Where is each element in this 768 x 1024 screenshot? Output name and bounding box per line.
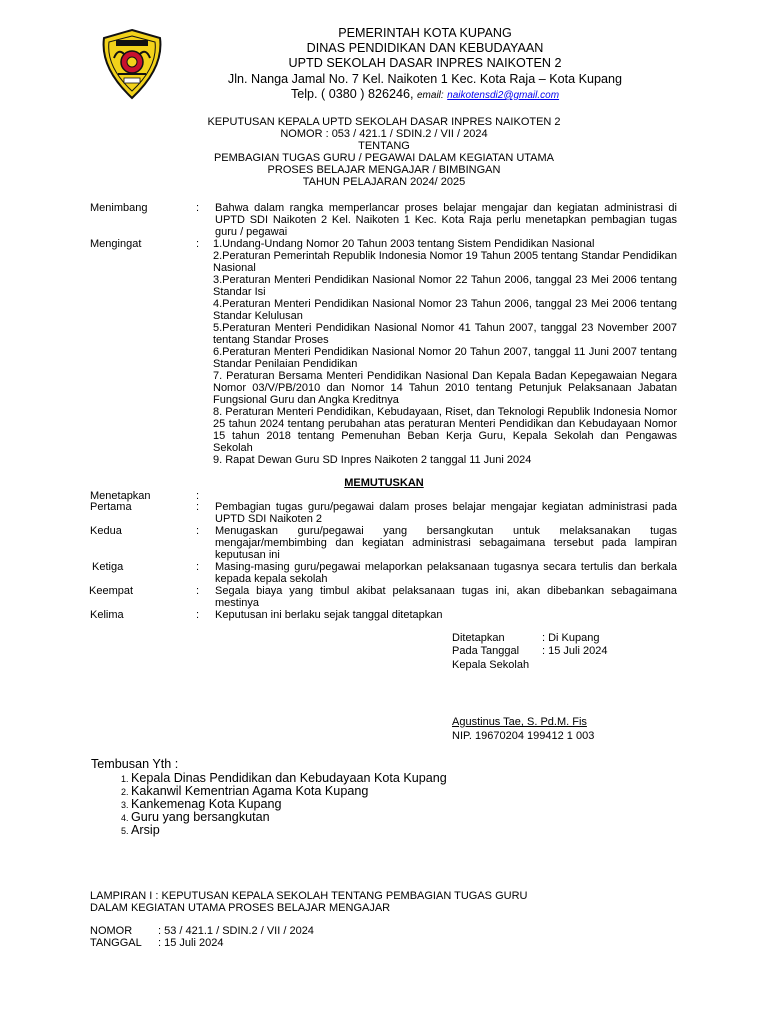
letterhead-address: Jln. Nanga Jamal No. 7 Kel. Naikoten 1 Kec. Kota Raja – Kota Kupang (227, 71, 623, 86)
second-text: Menugaskan guru/pegawai yang bersangkutan untuk melaksanakan tugas mengajar/membimbing dan kegiatan administrasi sebagaimana tersebut pada lampiran keputusan ini (215, 525, 677, 561)
signature-place-value: : Di Kupang (542, 632, 600, 644)
attachment-date-row (90, 937, 223, 949)
second-colon: : (196, 525, 200, 537)
signature-date-row (452, 645, 682, 658)
copies-item: 3. Kankemenag Kota Kupang (131, 798, 511, 811)
third-colon: : (196, 561, 200, 573)
first-colon: : (196, 501, 200, 513)
establish-colon: : (196, 490, 200, 502)
fourth-label: Keempat (89, 585, 134, 597)
attachment-number-row (90, 925, 314, 937)
fifth-colon: : (196, 609, 200, 621)
establish-label: Menetapkan (90, 490, 151, 502)
recalling-item: 6.Peraturan Menteri Pendidikan Nasional Nomor 20 Tahun 2007, tanggal 11 Juni 2007 tentang Standar Penilaian Pendidikan (213, 346, 677, 370)
signature-position: Kepala Sekolah (452, 658, 530, 671)
fifth-text: Keputusan ini berlaku sejak tanggal ditetapkan (215, 609, 443, 621)
third-text: Masing-masing guru/pegawai melaporkan pelaksanaan tugasnya secara tertulis dan berkala kepada kepala sekolah (215, 561, 677, 585)
attachment-date-label: TANGGAL (90, 937, 142, 949)
recalling-label: Mengingat (90, 238, 142, 250)
decree-title-line: KEPUTUSAN KEPALA UPTD SEKOLAH DASAR INPRES NAIKOTEN 2 (207, 116, 561, 128)
recalling-item: 7. Peraturan Bersama Menteri Pendidikan Nasional Dan Kepala Badan Kepegawaian Negara Nomor 03/V/PB/2010 dan Nomor 14 Tahun 2010 tentang Petunjuk Pelaksanaan Jabatan Fungsional Guru dan Angka Kreditnya (213, 370, 677, 406)
second-label: Kedua (90, 525, 122, 537)
recalling-item: 1.Undang-Undang Nomor 20 Tahun 2003 tentang Sistem Pendidikan Nasional (213, 238, 595, 250)
decree-subject-line: PROSES BELAJAR MENGAJAR / BIMBINGAN (267, 164, 501, 176)
considering-text: Bahwa dalam rangka memperlancar proses belajar mengajar dan kegiatan administrasi di UPTD SDI Naikoten 2 Kel. Naikoten 1 Kec. Kota Raja perlu menetapkan pembagian tugas guru / pegawai (215, 202, 677, 238)
copies-item: 2. Kakanwil Kementrian Agama Kota Kupang (131, 785, 511, 798)
first-text: Pembagian tugas guru/pegawai dalam proses belajar mengajar kegiatan administrasi pada UPTD SDI Naikoten 2 (215, 501, 677, 525)
signature-nip: NIP. 19670204 199412 1 003 (452, 730, 595, 742)
letterhead-phone: Telp. ( 0380 ) 826246, (290, 86, 414, 101)
signature-date-label: Pada Tanggal (452, 645, 520, 658)
recalling-item: 3.Peraturan Menteri Pendidikan Nasional Nomor 22 Tahun 2006, tanggal 23 Mei 2006 tentang Standar Isi (213, 274, 677, 298)
fourth-colon: : (196, 585, 200, 597)
city-emblem-icon (96, 28, 168, 100)
attachment-line: LAMPIRAN I : KEPUTUSAN KEPALA SEKOLAH TENTANG PEMBAGIAN TUGAS GURU (90, 890, 528, 902)
letterhead-school: UPTD SEKOLAH DASAR INPRES NAIKOTEN 2 (288, 56, 562, 71)
decree-title-about: TENTANG (358, 140, 410, 152)
attachment-number-value: : 53 / 421.1 / SDIN.2 / VII / 2024 (158, 925, 314, 937)
recalling-item: 4.Peraturan Menteri Pendidikan Nasional Nomor 23 Tahun 2006, tanggal 23 Mei 2006 tentang Standar Kelulusan (213, 298, 677, 322)
signature-date-value: : 15 Juli 2024 (542, 645, 608, 658)
attachment-date-value: : 15 Juli 2024 (158, 937, 224, 949)
recalling-colon: : (196, 238, 200, 250)
decide-heading: MEMUTUSKAN (344, 477, 424, 489)
letterhead-email-label: email: (416, 89, 444, 101)
fourth-text: Segala biaya yang timbul akibat pelaksanaan tugas ini, akan dibebankan sebagaimana mestinya (215, 585, 677, 609)
third-label: Ketiga (92, 561, 124, 573)
attachment-line: DALAM KEGIATAN UTAMA PROSES BELAJAR MENGAJAR (90, 902, 391, 914)
letterhead-contact (210, 87, 640, 103)
recalling-item: 9. Rapat Dewan Guru SD Inpres Naikoten 2 tanggal 11 Juni 2024 (213, 454, 532, 466)
letterhead-department: DINAS PENDIDIKAN DAN KEBUDAYAAN (306, 41, 544, 56)
decree-subject-line: PEMBAGIAN TUGAS GURU / PEGAWAI DALAM KEGIATAN UTAMA (213, 152, 555, 164)
signature-place-row (452, 632, 682, 645)
considering-label: Menimbang (90, 202, 148, 214)
considering-colon: : (196, 202, 200, 214)
recalling-item: 2.Peraturan Pemerintah Republik Indonesia Nomor 19 Tahun 2005 tentang Standar Pendidikan Nasional (213, 250, 677, 274)
copies-section (91, 758, 511, 837)
copies-heading: Tembusan Yth : (91, 757, 179, 771)
recalling-item: 5.Peraturan Menteri Pendidikan Nasional Nomor 41 Tahun 2007, tanggal 23 November 2007 tentang Standar Proses (213, 322, 677, 346)
signature-block (452, 632, 682, 672)
attachment-number-label: NOMOR (90, 925, 133, 937)
letterhead-government: PEMERINTAH KOTA KUPANG (338, 26, 512, 40)
copies-item: 5. Arsip (131, 824, 511, 837)
signature-place-label: Ditetapkan (452, 632, 505, 644)
signature-name: Agustinus Tae, S. Pd.M. Fis (452, 716, 587, 728)
letterhead (210, 26, 640, 103)
recalling-list (213, 238, 677, 466)
copies-list (91, 772, 511, 837)
first-label: Pertama (90, 501, 132, 513)
letterhead-email-link[interactable]: naikotensdi2@gmail.com (447, 89, 560, 101)
recalling-item: 8. Peraturan Menteri Pendidikan, Kebudayaan, Riset, dan Teknologi Republik Indonesia Nomor 25 tahun 2024 tentang perubahan atas peraturan Menteri Pendidikan dan Kebudayaan Nomor 15 tahun 2018 tentang Pemenuhan Beban Kerja Guru, Kepala Sekolah dan Pengawas Sekolah (213, 406, 677, 454)
fifth-label: Kelima (90, 609, 124, 621)
decree-title (90, 116, 678, 188)
attachment-heading (90, 890, 650, 914)
decree-academic-year: TAHUN PELAJARAN 2024/ 2025 (302, 176, 466, 188)
decree-number: NOMOR : 053 / 421.1 / SDIN.2 / VII / 2024 (280, 128, 488, 140)
copies-item: 1. Kepala Dinas Pendidikan dan Kebudayaan Kota Kupang (131, 772, 511, 785)
copies-item: 4. Guru yang bersangkutan (131, 811, 511, 824)
